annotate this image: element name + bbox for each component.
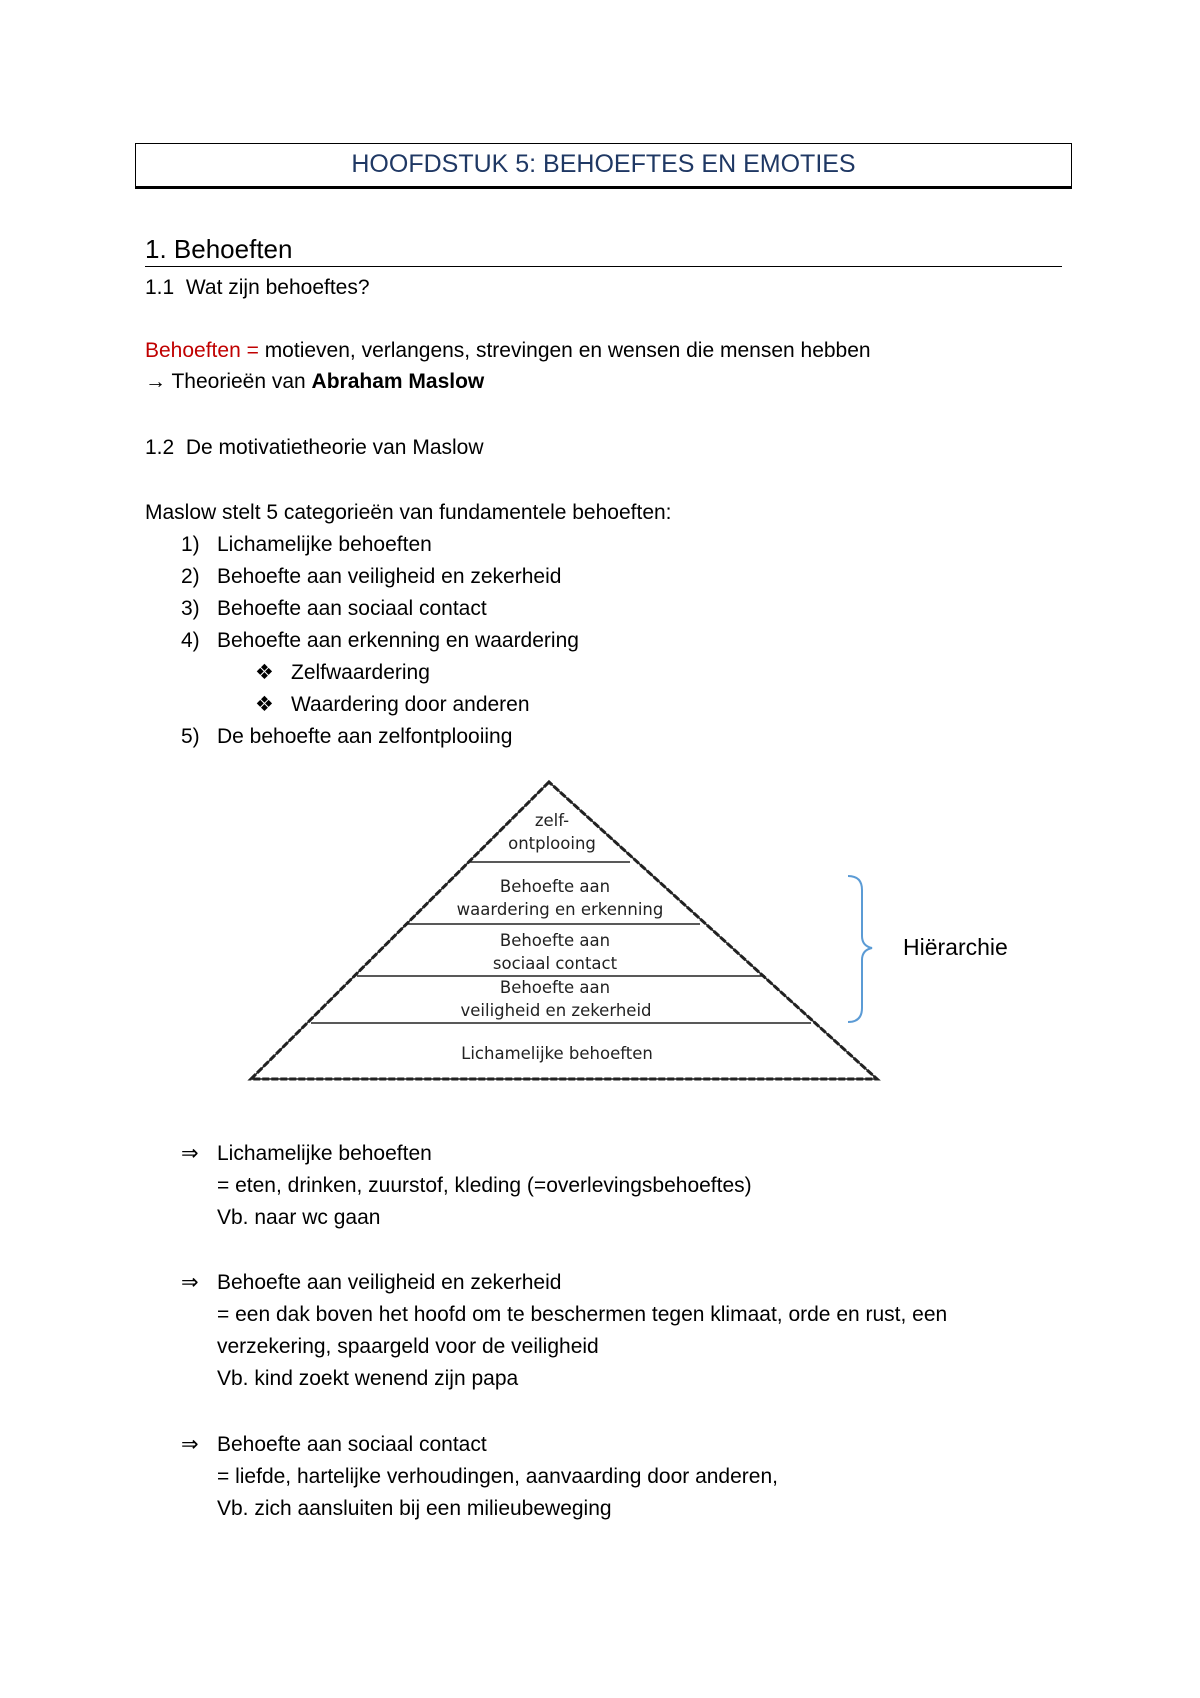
sublist-text: Zelfwaardering	[291, 661, 430, 684]
list-text: Behoefte aan erkenning en waardering	[217, 629, 579, 652]
detail-block	[181, 1432, 487, 1458]
detail-line: = liefde, hartelijke verhoudingen, aanvaarding door anderen,	[217, 1465, 778, 1488]
detail-title: Lichamelijke behoeften	[217, 1142, 432, 1165]
pyramid-level-label: waardering en erkenning	[456, 900, 664, 919]
list-text: De behoefte aan zelfontplooiing	[217, 725, 513, 748]
pyramid-level-label: Lichamelijke behoeften	[461, 1044, 653, 1063]
list-number: 3)	[181, 597, 200, 620]
pyramid-level-label: ontplooing	[508, 834, 596, 853]
detail-line: verzekering, spaargeld voor de veiligheid	[217, 1335, 599, 1358]
subsection-title: Wat zijn behoeftes?	[185, 276, 370, 299]
pyramid-level-label: veiligheid en zekerheid	[460, 1001, 652, 1020]
diamond-bullet-icon: ❖	[255, 693, 274, 716]
detail-line: = een dak boven het hoofd om te beschermen tegen klimaat, orde en rust, een	[217, 1303, 948, 1326]
list-intro: Maslow stelt 5 categorieën van fundamentele behoeften:	[145, 501, 672, 524]
pyramid-level-label: Behoefte aan	[499, 877, 611, 896]
pyramid-level-label: Behoefte aan	[499, 931, 611, 950]
detail-line: = eten, drinken, zuurstof, kleding (=overlevingsbehoeftes)	[217, 1174, 752, 1197]
sublist-text: Waardering door anderen	[291, 693, 530, 716]
detail-title: Behoefte aan sociaal contact	[217, 1433, 487, 1456]
theory-name: Abraham Maslow	[311, 370, 485, 393]
list-text: Behoefte aan veiligheid en zekerheid	[217, 565, 562, 588]
pyramid-level-label: sociaal contact	[492, 954, 618, 973]
subsection-number: 1.1	[145, 276, 175, 299]
hierarchy-label: Hiërarchie	[903, 934, 1008, 960]
detail-title: Behoefte aan veiligheid en zekerheid	[217, 1271, 562, 1294]
detail-line: Vb. kind zoekt wenend zijn papa	[217, 1367, 519, 1390]
definition-term: Behoeften =	[145, 339, 259, 362]
list-number: 1)	[181, 533, 200, 556]
implies-arrow-icon: ⇒	[181, 1142, 199, 1165]
detail-line: Vb. zich aansluiten bij een milieubeweging	[217, 1497, 612, 1520]
implies-arrow-icon: ⇒	[181, 1433, 199, 1456]
list-number: 2)	[181, 565, 200, 588]
section-heading: 1. Behoeften	[145, 234, 293, 264]
list-text: Lichamelijke behoeften	[217, 533, 432, 556]
pyramid-level-label: zelf-	[534, 811, 570, 830]
diamond-bullet-icon: ❖	[255, 661, 274, 684]
detail-block	[181, 1141, 432, 1167]
detail-block	[181, 1270, 561, 1296]
detail-line: Vb. naar wc gaan	[217, 1206, 381, 1229]
page-title: HOOFDSTUK 5: BEHOEFTES EN EMOTIES	[135, 143, 1072, 187]
list-number: 4)	[181, 629, 200, 652]
list-number: 5)	[181, 725, 200, 748]
list-text: Behoefte aan sociaal contact	[217, 597, 487, 620]
arrow-icon: →	[145, 370, 166, 393]
subsection-title: De motivatietheorie van Maslow	[185, 436, 484, 459]
subsection-number: 1.2	[145, 436, 175, 459]
implies-arrow-icon: ⇒	[181, 1271, 199, 1294]
pyramid-level-label: Behoefte aan	[499, 978, 611, 997]
theory-prefix: Theorieën van	[166, 370, 312, 393]
definition-text: motieven, verlangens, strevingen en wensen die mensen hebben	[258, 339, 871, 362]
hierarchy-brace-icon	[848, 876, 872, 1022]
